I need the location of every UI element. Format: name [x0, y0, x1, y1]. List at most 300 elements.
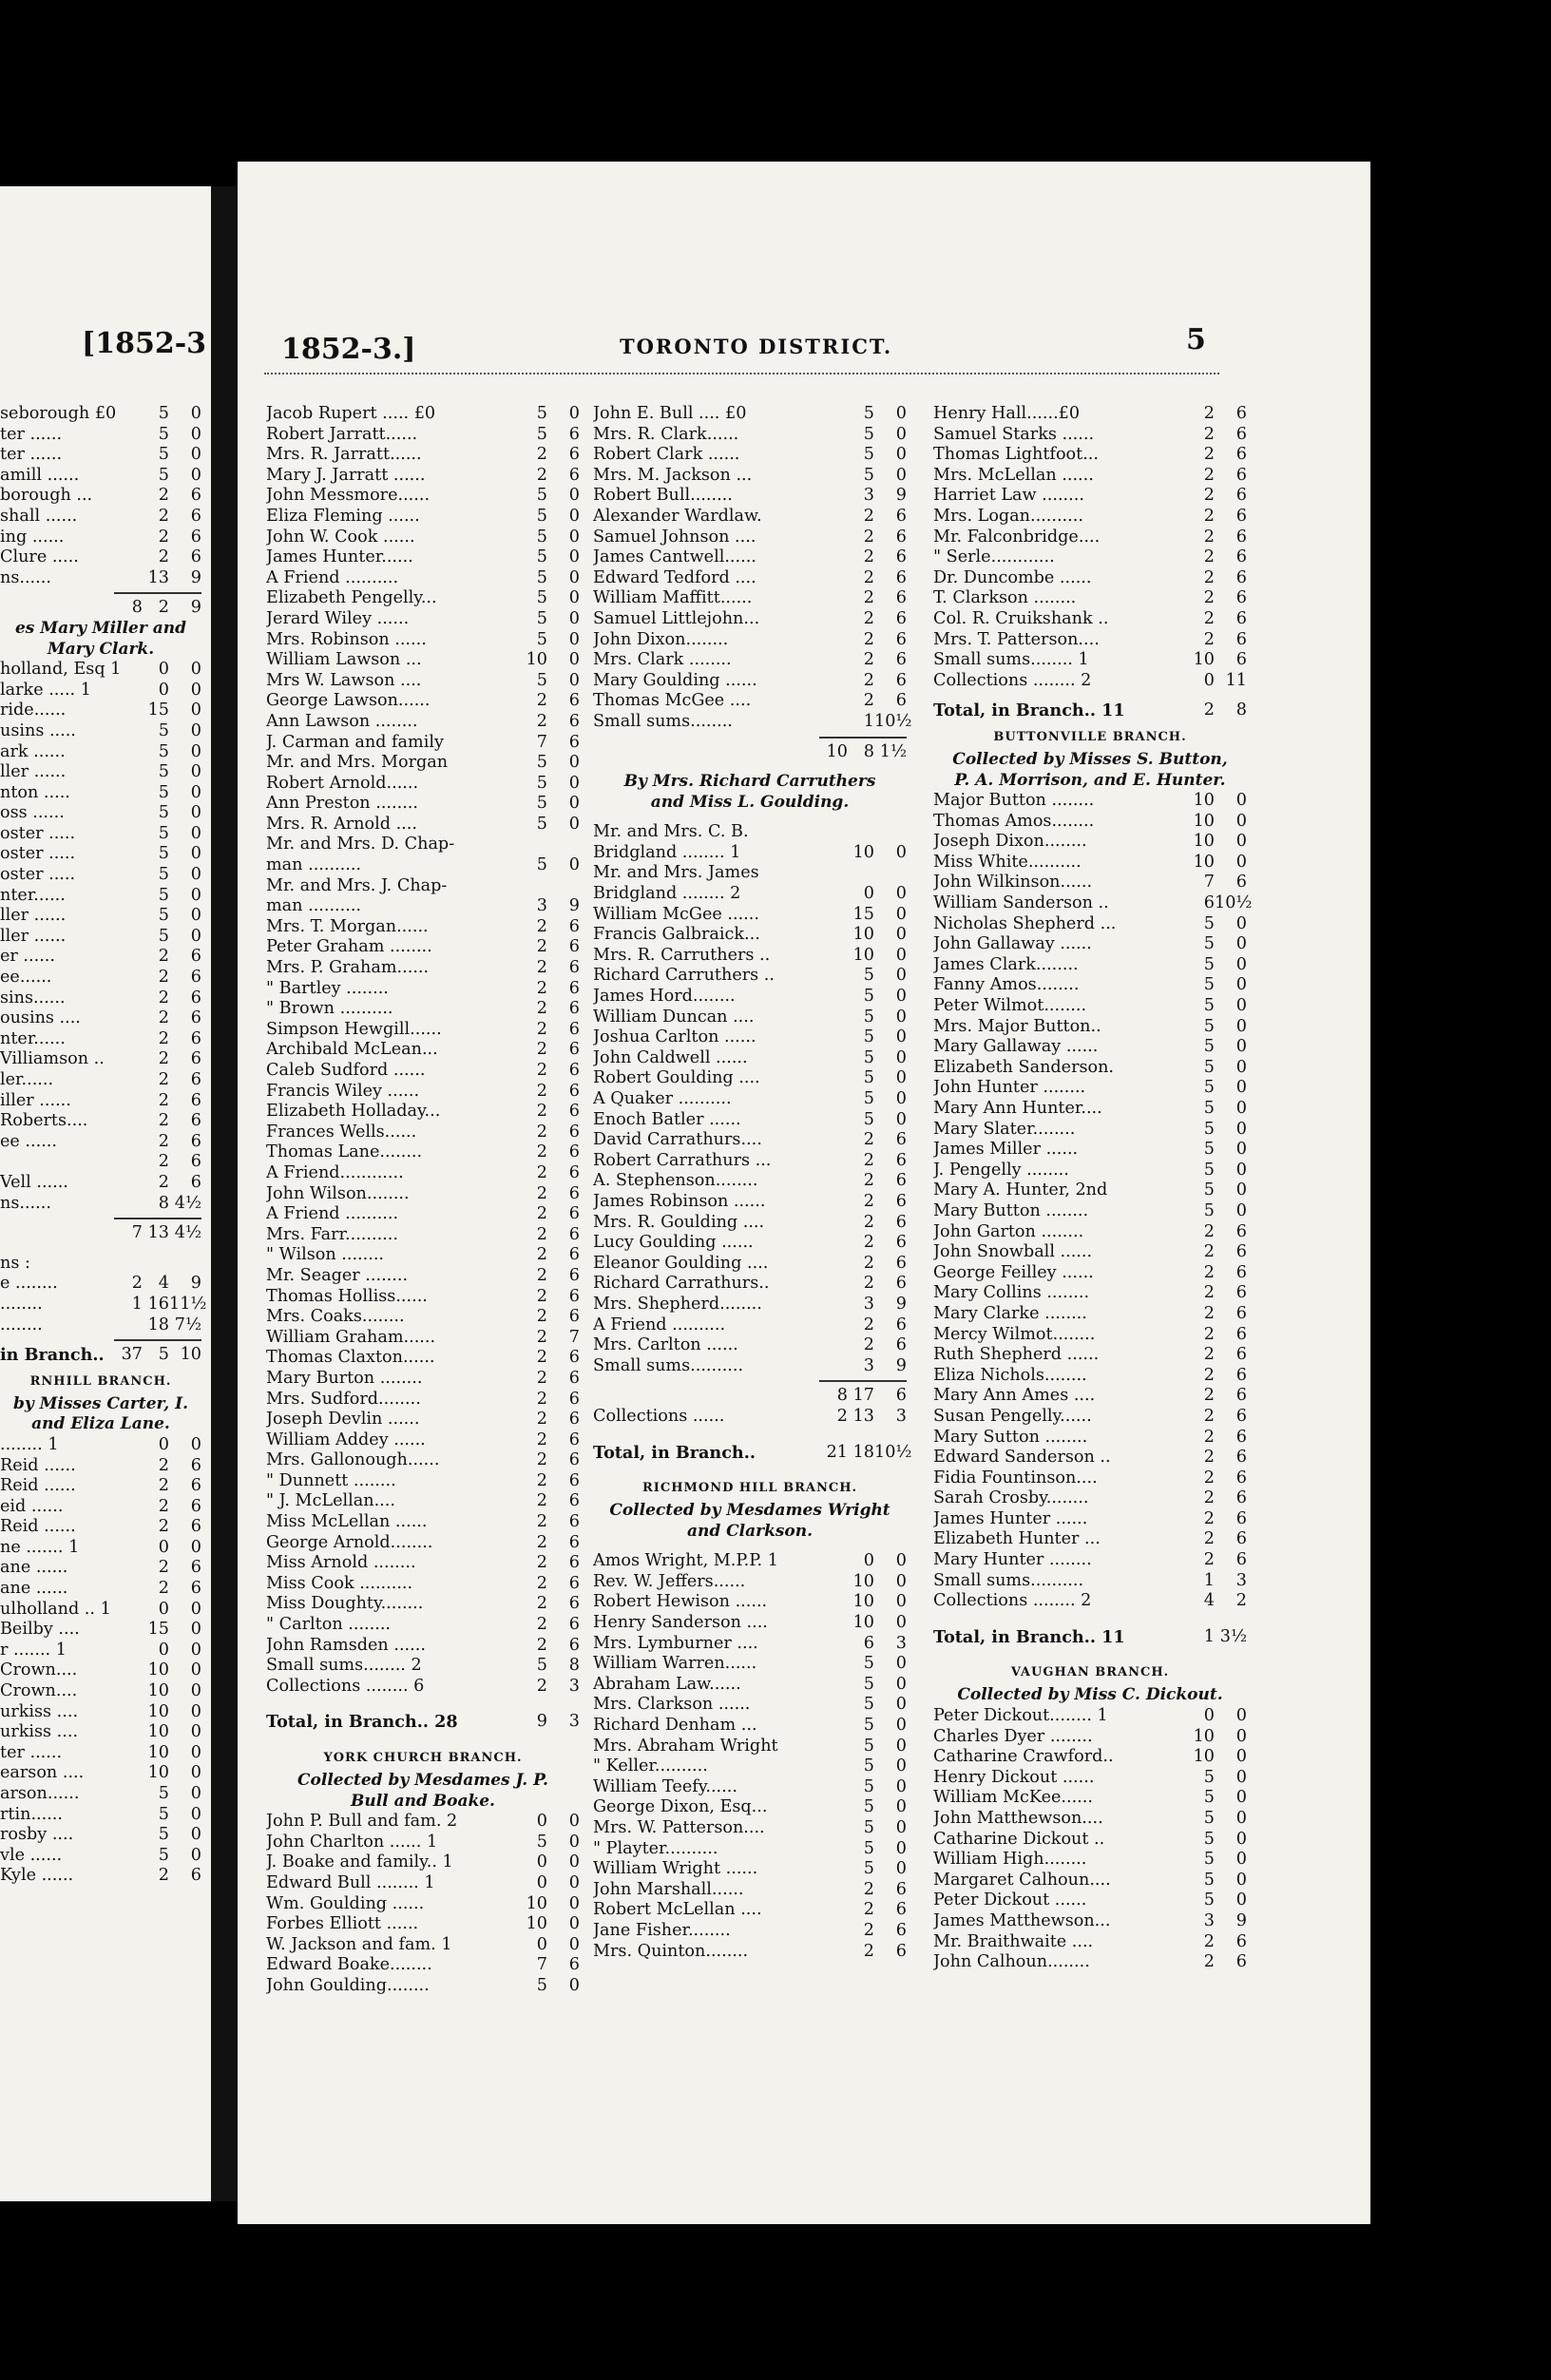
amount-pence: 6 [895, 506, 907, 526]
subscriber-name: John Charlton ...... 1 [266, 1832, 438, 1852]
subscriber-row [593, 1089, 907, 1110]
subscriber-row [266, 1163, 580, 1184]
subscriber-row [933, 1161, 1247, 1181]
amount-shillings: 5 [1203, 1829, 1215, 1849]
subscriber-name: Henry Dickout ...... [933, 1767, 1095, 1787]
subscriber-row [933, 812, 1247, 833]
amount-shillings: 10 [852, 945, 874, 965]
subscriber-name: " J. McLellan.... [266, 1491, 395, 1511]
amount-pence: 3 [895, 1633, 907, 1653]
amount-shillings: 2 [158, 1517, 169, 1537]
subscriber-name: sins...... [0, 988, 66, 1008]
amount-shillings: 5 [158, 1825, 169, 1845]
spacer [593, 1428, 907, 1443]
amount-shillings: 2 [536, 1081, 547, 1101]
subscriber-row [266, 1833, 580, 1853]
amount-pounds: 8 [836, 1386, 848, 1406]
subscriber-row [593, 650, 907, 671]
amount-shillings: 2 [536, 1532, 547, 1552]
amount-shillings: 8 [158, 1193, 169, 1213]
subscriber-name: Catharine Crawford.. [933, 1747, 1114, 1767]
amount-pence: 6 [568, 711, 580, 731]
subscriber-row [266, 1976, 580, 1997]
subscriber-row [593, 1921, 907, 1942]
amount-pence: 0 [895, 1716, 907, 1736]
amount-pounds: 2 [836, 1406, 848, 1426]
collector-note: and Eliza Lane. [31, 1414, 170, 1434]
subscriber-name: Lucy Goulding ...... [593, 1233, 754, 1253]
amount-shillings: 2 [536, 1307, 547, 1327]
total-rule [819, 737, 907, 739]
amount-shillings: 2 [158, 486, 169, 506]
amount-pence: 0 [1235, 1809, 1247, 1828]
amount-pence: 0 [190, 465, 201, 485]
subscriber-row [0, 445, 201, 466]
branch-total-row [933, 1627, 1247, 1648]
amount-shillings: 13 [147, 567, 169, 587]
amount-shillings: 5 [158, 445, 169, 465]
subscriber-name: ller ...... [0, 926, 67, 946]
amount-pence: 6 [1235, 527, 1247, 547]
amount-pence: 6 [568, 1245, 580, 1265]
subscriber-name: William Lawson ... [266, 650, 422, 670]
amount-shillings: 10 [1193, 832, 1215, 852]
subscriber-name: nton ..... [0, 782, 70, 802]
subscriber-name: William Duncan .... [593, 1007, 755, 1027]
subscriber-row [593, 1880, 907, 1901]
subscriber-name: Small sums.......... [593, 1355, 744, 1375]
subscriber-row [0, 1008, 201, 1029]
amount-pence: 0 [895, 1592, 907, 1612]
amount-pence: 0 [568, 1852, 580, 1872]
subscriber-row [266, 1852, 580, 1873]
amount-pence: 0 [568, 670, 580, 690]
subscriber-name: John P. Bull and fam. 2 [266, 1812, 458, 1832]
amount-pence: 6 [1235, 506, 1247, 526]
amount-shillings: 5 [536, 527, 547, 547]
subscriber-name: man .......... [266, 855, 362, 875]
amount-shillings: 2 [863, 1150, 874, 1170]
subscriber-name: Peter Dickout........ 1 [933, 1706, 1108, 1726]
subscriber-row [266, 1636, 580, 1657]
amount-pence: 0 [895, 424, 907, 444]
subscriber-name: " Bartley ........ [266, 978, 389, 998]
amount-pence: 6 [1235, 486, 1247, 506]
amount-pence: 4½ [174, 1193, 201, 1213]
subscriber-row [593, 1295, 907, 1315]
subscriber-row [266, 445, 580, 466]
spacer [933, 1647, 1247, 1657]
subscriber-row [0, 1274, 201, 1295]
amount-pence: 6 [190, 486, 201, 506]
amount-shillings: 15 [147, 1620, 169, 1640]
subscriber-row [593, 1695, 907, 1716]
subscriber-row [266, 404, 580, 425]
subscriber-row [933, 466, 1247, 487]
amount-pence: 6 [190, 1517, 201, 1537]
subscriber-name: ee...... [0, 968, 52, 988]
subscriber-name: Mary Clarke ........ [933, 1303, 1087, 1323]
subscriber-row [0, 1846, 201, 1867]
subscriber-name: Mr. and Mrs. Morgan [266, 753, 449, 773]
branch-heading: BUTTONVILLE BRANCH. [993, 729, 1187, 744]
subscriber-row [266, 1225, 580, 1246]
subscriber-row [933, 914, 1247, 935]
left-page-column [0, 404, 207, 1887]
amount-shillings: 5 [158, 720, 169, 740]
amount-pence: 6 [190, 947, 201, 967]
subscriber-row [0, 528, 201, 548]
subscriber-name: A Friend .......... [266, 1204, 399, 1224]
subscriber-name: usins ..... [0, 720, 76, 740]
amount-shillings: 0 [158, 1434, 169, 1454]
subscriber-name: Joshua Carlton ...... [593, 1027, 756, 1047]
amount-pence: 6 [568, 916, 580, 936]
amount-pence: 0 [190, 1804, 201, 1824]
amount-shillings: 6 [1203, 893, 1215, 913]
amount-shillings: 2 [536, 445, 547, 465]
amount-pence: 0 [190, 1434, 201, 1454]
subscriber-name: Richard Denham ... [593, 1716, 757, 1736]
amount-pence: 0 [190, 1763, 201, 1783]
subscriber-row [0, 1091, 201, 1112]
subscriber-name: Peter Graham ........ [266, 937, 432, 957]
amount-shillings: 15 [147, 701, 169, 720]
amount-pence: 0 [568, 629, 580, 649]
subscriber-row [593, 1716, 907, 1737]
subscriber-row [593, 1737, 907, 1757]
subscriber-name: Mary Button ........ [933, 1200, 1089, 1220]
amount-pence: 0 [190, 1825, 201, 1845]
amount-pence: 0 [895, 1859, 907, 1879]
subscriber-name: " Keller.......... [593, 1756, 708, 1776]
subscriber-row [266, 815, 580, 835]
amount-shillings: 10 [147, 1742, 169, 1762]
subscriber-name: Mrs. T. Patterson.... [933, 629, 1100, 649]
subscriber-name: Collections ........ 2 [933, 670, 1092, 690]
subscriber-row [933, 1017, 1247, 1038]
subscriber-name: Ann Lawson ........ [266, 711, 418, 731]
amount-pence: 6 [568, 424, 580, 444]
subscriber-row [0, 1825, 201, 1846]
subscriber-name: J. Boake and family.. 1 [266, 1852, 453, 1872]
subscriber-row [933, 1706, 1247, 1727]
subscriber-row [933, 1509, 1247, 1530]
subscriber-row [933, 1591, 1247, 1612]
amount-shillings: 5 [863, 1007, 874, 1027]
amount-shillings: 10 [526, 1914, 547, 1934]
amount-shillings: 2 [1203, 1952, 1215, 1972]
amount-pence: 0 [895, 1776, 907, 1796]
amount-shillings: 2 [536, 1615, 547, 1635]
subscriber-row [933, 1304, 1247, 1325]
subscriber-row [266, 1430, 580, 1451]
amount-pence: 0 [568, 527, 580, 547]
subscriber-row [0, 1476, 201, 1497]
amount-pence: 6 [1235, 1508, 1247, 1528]
amount-pence: 0 [190, 823, 201, 843]
amount-pence: 6 [190, 1172, 201, 1192]
subscriber-row [0, 1049, 201, 1070]
amount-pence: 6 [568, 999, 580, 1019]
subscriber-name: Mrs. R. Arnold .... [266, 814, 417, 834]
amount-shillings: 15 [852, 904, 874, 924]
subscriber-row [933, 1571, 1247, 1592]
subscriber-name: George Dixon, Esq... [593, 1797, 768, 1817]
amount-pence: 0 [1235, 852, 1247, 872]
subscriber-name: Mr. Braithwaite .... [933, 1931, 1094, 1951]
amount-shillings: 9 [536, 1712, 547, 1732]
subscriber-row [593, 843, 907, 864]
amount-shillings: 10 [147, 1722, 169, 1742]
collector-note: By Mrs. Richard Carruthers [623, 772, 876, 792]
subscriber-name: ark ...... [0, 741, 66, 761]
subscriber-row [933, 996, 1247, 1017]
subscriber-name: Ann Preston ........ [266, 794, 418, 814]
amount-pence: 0 [1235, 1891, 1247, 1910]
subscriber-name: Fanny Amos........ [933, 975, 1080, 995]
subscriber-row [593, 1797, 907, 1818]
amount-pence: 0 [568, 1812, 580, 1832]
amount-pence: 6 [895, 547, 907, 567]
subscriber-name: Thomas Lightfoot... [933, 445, 1099, 465]
subscriber-name: Edward Sanderson .. [933, 1448, 1111, 1468]
amount-shillings: 2 [1203, 1427, 1215, 1447]
amount-pence: 3 [1235, 1570, 1247, 1590]
amount-shillings: 2 [536, 1224, 547, 1244]
subscriber-name: Caleb Sudford ...... [266, 1061, 426, 1080]
amount-pence: 6 [190, 506, 201, 526]
amount-pence: 0 [190, 1537, 201, 1557]
amount-pence: 0 [1235, 1057, 1247, 1077]
amount-shillings: 1 [1203, 1626, 1215, 1646]
amount-pence: 0 [190, 1620, 201, 1640]
subscriber-row [266, 1369, 580, 1390]
subscriber-row [0, 1070, 201, 1091]
subscriber-row [593, 1551, 907, 1572]
amount-shillings: 2 [863, 1274, 874, 1294]
amount-pence: 0 [190, 803, 201, 823]
amount-pence: 0 [568, 1934, 580, 1954]
subscriber-row [0, 988, 201, 1009]
subscriber-row [933, 1850, 1247, 1871]
amount-pence: 6 [568, 1019, 580, 1039]
spacer [593, 1463, 907, 1472]
amount-shillings: 2 [158, 1579, 169, 1599]
amount-shillings: 5 [158, 885, 169, 905]
branch-heading: VAUGHAN BRANCH. [1010, 1665, 1170, 1680]
amount-pence: 6 [568, 691, 580, 711]
amount-pence: 0 [190, 680, 201, 700]
amount-pence: 0 [895, 1654, 907, 1674]
subscriber-row [266, 1955, 580, 1976]
total-rule [114, 1218, 201, 1219]
amount-shillings: 5 [1203, 996, 1215, 1016]
subscriber-row [0, 803, 201, 824]
subscriber-name: Rev. W. Jeffers...... [593, 1571, 746, 1591]
amount-pence: 6 [1235, 1386, 1247, 1406]
amount-pence: 0 [190, 1722, 201, 1742]
amount-pence: 8 [568, 1656, 580, 1676]
total-rule [114, 592, 201, 594]
subscriber-row [933, 1952, 1247, 1973]
subscriber-name: ........ [0, 1294, 43, 1314]
amount-pence: 3 [568, 1676, 580, 1696]
amount-shillings: 5 [158, 741, 169, 761]
amount-pence: 0 [895, 1695, 907, 1715]
subscriber-name: Col. R. Cruikshank .. [933, 608, 1109, 628]
subscriber-name: Edward Tedford .... [593, 567, 756, 587]
subscriber-row [933, 1911, 1247, 1932]
amount-shillings: 2 [863, 691, 874, 711]
amount-pence: 0 [1235, 934, 1247, 954]
subscriber-name: Mrs. Clark ........ [593, 650, 732, 670]
amount-shillings: 3 [863, 1294, 874, 1314]
subscriber-row [933, 1201, 1247, 1222]
subscriber-row [0, 598, 201, 619]
amount-shillings: 5 [863, 1695, 874, 1715]
subscriber-name: John Matthewson.... [933, 1809, 1103, 1828]
amount-shillings: 2 [863, 670, 874, 690]
subscriber-name: Mrs. McLellan ...... [933, 465, 1094, 485]
amount-shillings: 2 [1203, 404, 1215, 423]
amount-pence: 6 [1235, 1221, 1247, 1241]
subscriber-row [933, 445, 1247, 466]
subscriber-name: Margaret Calhoun.... [933, 1870, 1111, 1890]
amount-shillings: 7 [1203, 873, 1215, 892]
spacer [593, 1542, 907, 1551]
subscriber-name: ane ...... [0, 1558, 68, 1578]
subscriber-row [0, 1600, 201, 1621]
amount-shillings: 2 [158, 506, 169, 526]
subscriber-name: ne ....... 1 [0, 1537, 80, 1557]
collector-note: P. A. Morrison, and E. Hunter. [954, 770, 1226, 790]
amount-shillings: 2 [536, 1245, 547, 1265]
amount-pence: 3½ [1219, 1626, 1247, 1646]
amount-pence: 0 [895, 1818, 907, 1837]
amount-shillings: 2 [158, 1008, 169, 1028]
amount-pence: 0 [1235, 1870, 1247, 1890]
subscriber-name: amill ...... [0, 465, 80, 485]
subscriber-name: A. Stephenson........ [593, 1171, 758, 1191]
amount-pence: 0 [1235, 1016, 1247, 1036]
subscriber-name: Reid ...... [0, 1455, 76, 1475]
amount-pence: 0 [895, 1027, 907, 1047]
amount-shillings: 2 [863, 1212, 874, 1232]
amount-shillings: 10 [852, 1613, 874, 1633]
amount-pence: 6 [190, 547, 201, 567]
subscriber-name: Elizabeth Hunter ... [933, 1529, 1101, 1549]
amount-pence: 6 [1235, 1283, 1247, 1303]
subscriber-name: Jacob Rupert ..... £0 [266, 404, 436, 423]
subscriber-row [933, 853, 1247, 873]
subscriber-name: Eliza Fleming ...... [266, 506, 420, 526]
subscriber-name: Miss Cook .......... [266, 1573, 413, 1593]
amount-pence: 6 [895, 1386, 907, 1406]
subscriber-row [0, 844, 201, 865]
amount-shillings: 5 [536, 855, 547, 875]
subscriber-name: Elizabeth Pengelly... [266, 588, 437, 608]
amount-shillings: 5 [158, 906, 169, 926]
subscriber-name: Collections ........ 6 [266, 1676, 425, 1696]
subscriber-name: Mary Goulding ...... [593, 670, 757, 690]
amount-shillings: 0 [158, 1640, 169, 1660]
subscriber-name: John Dixon........ [593, 629, 729, 649]
amount-pence: 0 [568, 547, 580, 567]
subscriber-row [593, 987, 907, 1008]
amount-pence: 0 [190, 701, 201, 720]
subscriber-name: Eliza Nichols........ [933, 1365, 1087, 1385]
subscriber-row [0, 1517, 201, 1538]
amount-shillings: 5 [1203, 1850, 1215, 1870]
amount-pence: 0 [895, 1736, 907, 1756]
subscriber-row [933, 1768, 1247, 1789]
subscriber-row [266, 999, 580, 1020]
subscriber-row [593, 1356, 907, 1377]
subscriber-row [593, 547, 907, 568]
subscriber-row [933, 1468, 1247, 1489]
subscriber-name: Mrs. R. Clark...... [593, 424, 739, 444]
amount-pence: 6 [895, 1900, 907, 1920]
subscriber-name: r ....... 1 [0, 1640, 67, 1660]
amount-shillings: 5 [158, 762, 169, 782]
amount-shillings: 2 [158, 547, 169, 567]
amount-shillings: 2 [536, 1122, 547, 1142]
subscriber-name: Mrs. R. Carruthers .. [593, 945, 771, 965]
amount-shillings: 2 [1203, 608, 1215, 628]
subscriber-name: borough ... [0, 486, 93, 506]
amount-pence: 6 [1235, 873, 1247, 892]
subscriber-row [593, 445, 907, 466]
amount-shillings: 2 [863, 1191, 874, 1211]
subscriber-name: Total, in Branch.. 11 [933, 701, 1125, 721]
amount-shillings: 2 [158, 1172, 169, 1192]
subscriber-name: arson...... [0, 1784, 80, 1803]
subscriber-row [0, 1866, 201, 1887]
amount-pence: 6 [1235, 1448, 1247, 1468]
subscriber-row [0, 1497, 201, 1518]
subscriber-row [593, 1274, 907, 1295]
subscriber-row [266, 1935, 580, 1956]
amount-shillings: 7 [536, 1955, 547, 1975]
subscriber-row [593, 966, 907, 987]
amount-shillings: 0 [158, 1599, 169, 1619]
subscriber-row [933, 1407, 1247, 1428]
amount-pence: 6 [568, 1348, 580, 1368]
subscriber-name: " Wilson ........ [266, 1245, 384, 1265]
subscriber-name: Vell ...... [0, 1172, 68, 1192]
subscriber-name: Mr. Seager ........ [266, 1265, 409, 1285]
subscriber-name: Enoch Batler ...... [593, 1109, 741, 1129]
amount-shillings: 5 [863, 1818, 874, 1837]
subscriber-row [933, 486, 1247, 507]
collector-note: by Misses Carter, I. [12, 1393, 188, 1413]
subscriber-name: Richard Carruthers .. [593, 966, 775, 986]
amount-shillings: 2 [536, 1573, 547, 1593]
amount-shillings: 2 [863, 1315, 874, 1334]
spacer [593, 762, 907, 772]
amount-pence: 6 [568, 1635, 580, 1655]
subscriber-name: Mary Gallaway ...... [933, 1037, 1099, 1057]
amount-shillings: 5 [1203, 1119, 1215, 1139]
subscriber-name: Jerard Wiley ...... [266, 608, 410, 628]
subscriber-row [593, 742, 907, 763]
amount-pence: 0 [568, 588, 580, 608]
amount-shillings: 2 [1203, 588, 1215, 608]
amount-pence: 6 [1235, 1488, 1247, 1508]
subscriber-row [266, 1574, 580, 1595]
subscriber-row [933, 975, 1247, 996]
